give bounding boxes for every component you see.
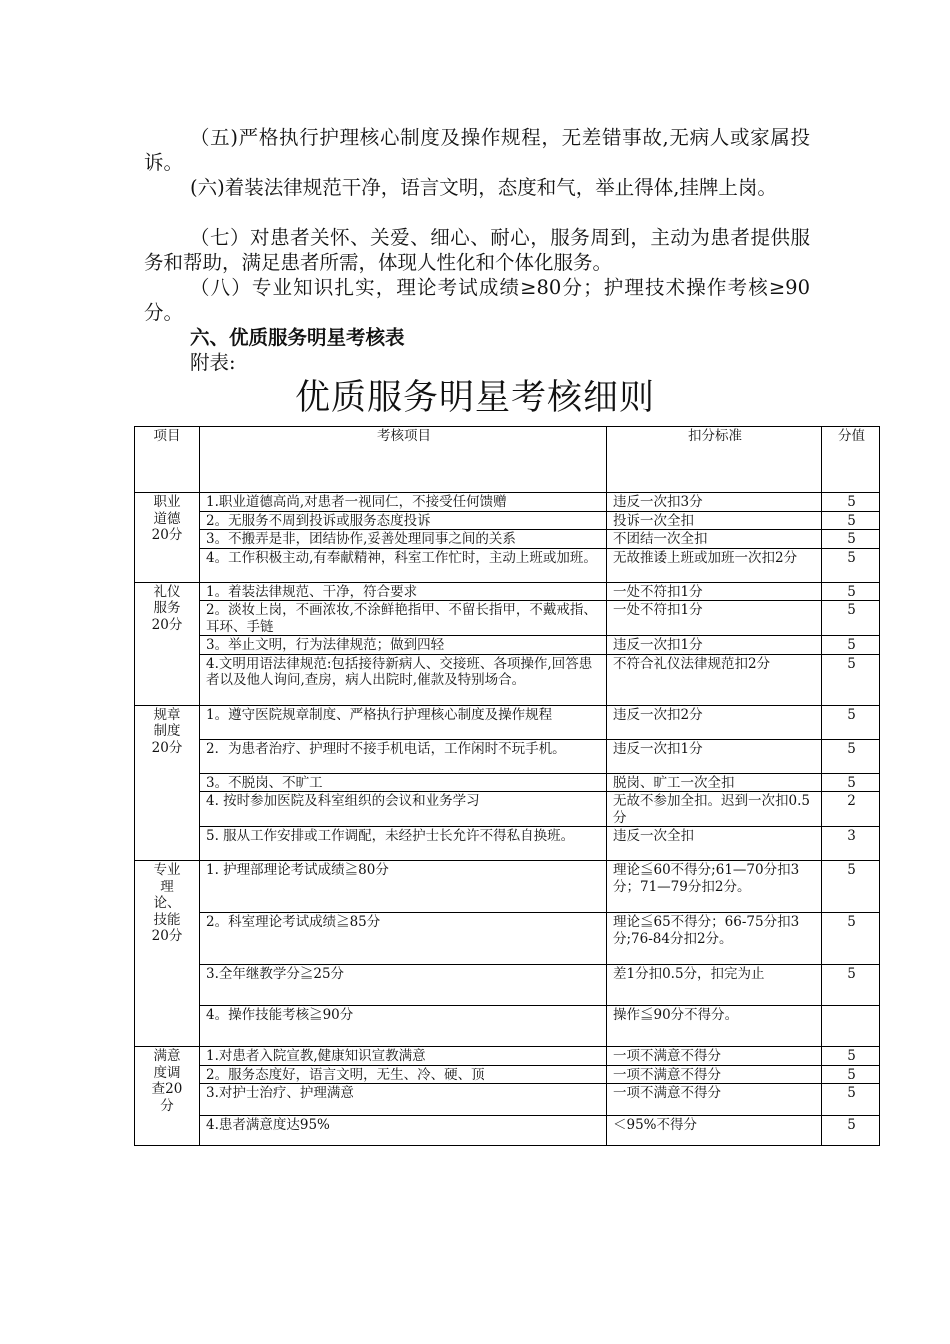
standard-cell: 一项不满意不得分 bbox=[607, 1065, 822, 1084]
item-cell: 3。不脱岗、不旷工 bbox=[200, 773, 607, 792]
score-cell: 5 bbox=[822, 705, 880, 739]
standard-cell: 不团结一次全扣 bbox=[607, 530, 822, 549]
header-item: 考核项目 bbox=[200, 427, 607, 493]
table-row bbox=[135, 1065, 880, 1084]
item-cell: 1.职业道德高尚,对患者一视同仁，不接受任何馈赠 bbox=[200, 493, 607, 512]
table-row bbox=[135, 548, 880, 582]
item-cell: 4。操作技能考核≧90分 bbox=[200, 1006, 607, 1047]
standard-cell: 一项不满意不得分 bbox=[607, 1084, 822, 1116]
score-cell: 5 bbox=[822, 1047, 880, 1066]
standard-cell: 无故推诿上班或加班一次扣2分 bbox=[607, 548, 822, 582]
standard-cell: 操作≦90分不得分。 bbox=[607, 1006, 822, 1047]
score-cell: 5 bbox=[822, 511, 880, 530]
item-cell: 4。工作积极主动,有奉献精神，科室工作忙时，主动上班或加班。 bbox=[200, 548, 607, 582]
standard-cell: 差1分扣0.5分，扣完为止 bbox=[607, 965, 822, 1006]
item-cell: 4. 按时参加医院及科室组织的会议和业务学习 bbox=[200, 792, 607, 827]
attachment-label: 附表: bbox=[190, 351, 236, 374]
score-cell: 5 bbox=[822, 654, 880, 705]
paragraph-6: (六)着装法律规范干净，语言文明，态度和气，举止得体,挂牌上岗。 bbox=[190, 176, 777, 199]
table-row bbox=[135, 773, 880, 792]
table-row bbox=[135, 861, 880, 913]
item-cell: 2。服务态度好，语言文明，无生、冷、硬、顶 bbox=[200, 1065, 607, 1084]
category-cell bbox=[135, 493, 200, 583]
item-cell: 3.全年继教学分≧25分 bbox=[200, 965, 607, 1006]
category-cell bbox=[135, 582, 200, 705]
table-row bbox=[135, 827, 880, 861]
item-cell: 4.文明用语法律规范:包括接待新病人、交接班、各项操作,回答患者以及他人询问,查房，病人出院时,催款及特别场合。 bbox=[200, 654, 607, 705]
table-row bbox=[135, 739, 880, 773]
score-cell: 5 bbox=[822, 739, 880, 773]
score-cell bbox=[822, 1006, 880, 1047]
document-title: 优质服务明星考核细则 bbox=[294, 378, 655, 418]
item-cell: 5. 服从工作安排或工作调配，未经护士长允许不得私自换班。 bbox=[200, 827, 607, 861]
standard-cell: 理论≦60不得分;61—70分扣3分；71—79分扣2分。 bbox=[607, 861, 822, 913]
paragraph-7: （七）对患者关怀、关爱、细心、耐心，服务周到，主动为患者提供服务和帮助，满足患者所需，体现人性化和个体化服务。 bbox=[144, 226, 810, 274]
standard-cell: 违反一次扣3分 bbox=[607, 493, 822, 512]
item-cell: 3.对护士治疗、护理满意 bbox=[200, 1084, 607, 1116]
table-header-row bbox=[135, 427, 880, 493]
paragraph-5: （五)严格执行护理核心制度及操作规程，无差错事故,无病人或家属投诉。 bbox=[144, 126, 810, 174]
table-row bbox=[135, 582, 880, 601]
item-cell: 1。着装法律规范、干净，符合要求 bbox=[200, 582, 607, 601]
category-cell bbox=[135, 705, 200, 861]
score-cell: 3 bbox=[822, 827, 880, 861]
table-row bbox=[135, 705, 880, 739]
item-cell: 4.患者满意度达95% bbox=[200, 1116, 607, 1146]
item-cell: 2。无服务不周到投诉或服务态度投诉 bbox=[200, 511, 607, 530]
header-category: 项目 bbox=[135, 427, 200, 493]
item-cell: 1。遵守医院规章制度、严格执行护理核心制度及操作规程 bbox=[200, 705, 607, 739]
score-cell: 5 bbox=[822, 582, 880, 601]
score-cell: 5 bbox=[822, 530, 880, 549]
table-row bbox=[135, 493, 880, 512]
table-row bbox=[135, 1006, 880, 1047]
header-standard: 扣分标准 bbox=[607, 427, 822, 493]
score-cell: 5 bbox=[822, 965, 880, 1006]
standard-cell: 投诉一次全扣 bbox=[607, 511, 822, 530]
assessment-table bbox=[134, 426, 880, 1146]
score-cell: 5 bbox=[822, 861, 880, 913]
standard-cell: 一项不满意不得分 bbox=[607, 1047, 822, 1066]
score-cell: 5 bbox=[822, 1065, 880, 1084]
section-heading: 六、优质服务明星考核表 bbox=[190, 326, 405, 349]
score-cell: 5 bbox=[822, 636, 880, 655]
score-cell: 5 bbox=[822, 913, 880, 965]
paragraph-8: （八）专业知识扎实，理论考试成绩≥80分；护理技术操作考核≥90分。 bbox=[144, 276, 810, 324]
score-cell: 5 bbox=[822, 1084, 880, 1116]
item-cell: 2．为患者治疗、护理时不接手机电话，工作闲时不玩手机。 bbox=[200, 739, 607, 773]
table-row bbox=[135, 1084, 880, 1116]
category-label: 职业 道德 20分 bbox=[151, 494, 183, 543]
standard-cell: 脱岗、旷工一次全扣 bbox=[607, 773, 822, 792]
score-cell: 5 bbox=[822, 548, 880, 582]
table-row bbox=[135, 636, 880, 655]
table-row bbox=[135, 965, 880, 1006]
item-cell: 1. 护理部理论考试成绩≧80分 bbox=[200, 861, 607, 913]
category-cell bbox=[135, 1047, 200, 1146]
score-cell: 5 bbox=[822, 601, 880, 636]
standard-cell: 一处不符扣1分 bbox=[607, 582, 822, 601]
item-cell: 2。科室理论考试成绩≧85分 bbox=[200, 913, 607, 965]
item-cell: 3。不搬弄是非，团结协作,妥善处理同事之间的关系 bbox=[200, 530, 607, 549]
score-cell: 2 bbox=[822, 792, 880, 827]
score-cell: 5 bbox=[822, 493, 880, 512]
item-cell: 2。淡妆上岗，不画浓妆,不涂鲜艳指甲、不留长指甲，不戴戒指、耳环、手链 bbox=[200, 601, 607, 636]
standard-cell: 违反一次全扣 bbox=[607, 827, 822, 861]
table-row bbox=[135, 1047, 880, 1066]
score-cell: 5 bbox=[822, 773, 880, 792]
score-cell: 5 bbox=[822, 1116, 880, 1146]
table-row bbox=[135, 601, 880, 636]
standard-cell: ＜95%不得分 bbox=[607, 1116, 822, 1146]
table-row bbox=[135, 792, 880, 827]
category-label: 专业 理 论、 技能 20分 bbox=[151, 862, 183, 944]
table-row bbox=[135, 1116, 880, 1146]
assessment-table-body bbox=[135, 427, 880, 1146]
table-row bbox=[135, 654, 880, 705]
standard-cell: 违反一次扣1分 bbox=[607, 636, 822, 655]
table-row bbox=[135, 511, 880, 530]
category-cell bbox=[135, 861, 200, 1047]
table-row bbox=[135, 913, 880, 965]
item-cell: 3。举止文明，行为法律规范；做到四轻 bbox=[200, 636, 607, 655]
table-row bbox=[135, 530, 880, 549]
item-cell: 1.对患者入院宣教,健康知识宣教满意 bbox=[200, 1047, 607, 1066]
standard-cell: 理论≦65不得分；66-75分扣3分;76-84分扣2分。 bbox=[607, 913, 822, 965]
standard-cell: 无故不参加全扣。迟到一次扣0.5分 bbox=[607, 792, 822, 827]
standard-cell: 不符合礼仪法律规范扣2分 bbox=[607, 654, 822, 705]
header-score: 分值 bbox=[822, 427, 880, 493]
category-label: 规章 制度 20分 bbox=[151, 706, 183, 756]
category-label: 礼仪 服务 20分 bbox=[151, 583, 183, 633]
category-label: 满意 度调 查20 分 bbox=[151, 1048, 183, 1114]
standard-cell: 一处不符扣1分 bbox=[607, 601, 822, 636]
standard-cell: 违反一次扣1分 bbox=[607, 739, 822, 773]
standard-cell: 违反一次扣2分 bbox=[607, 705, 822, 739]
